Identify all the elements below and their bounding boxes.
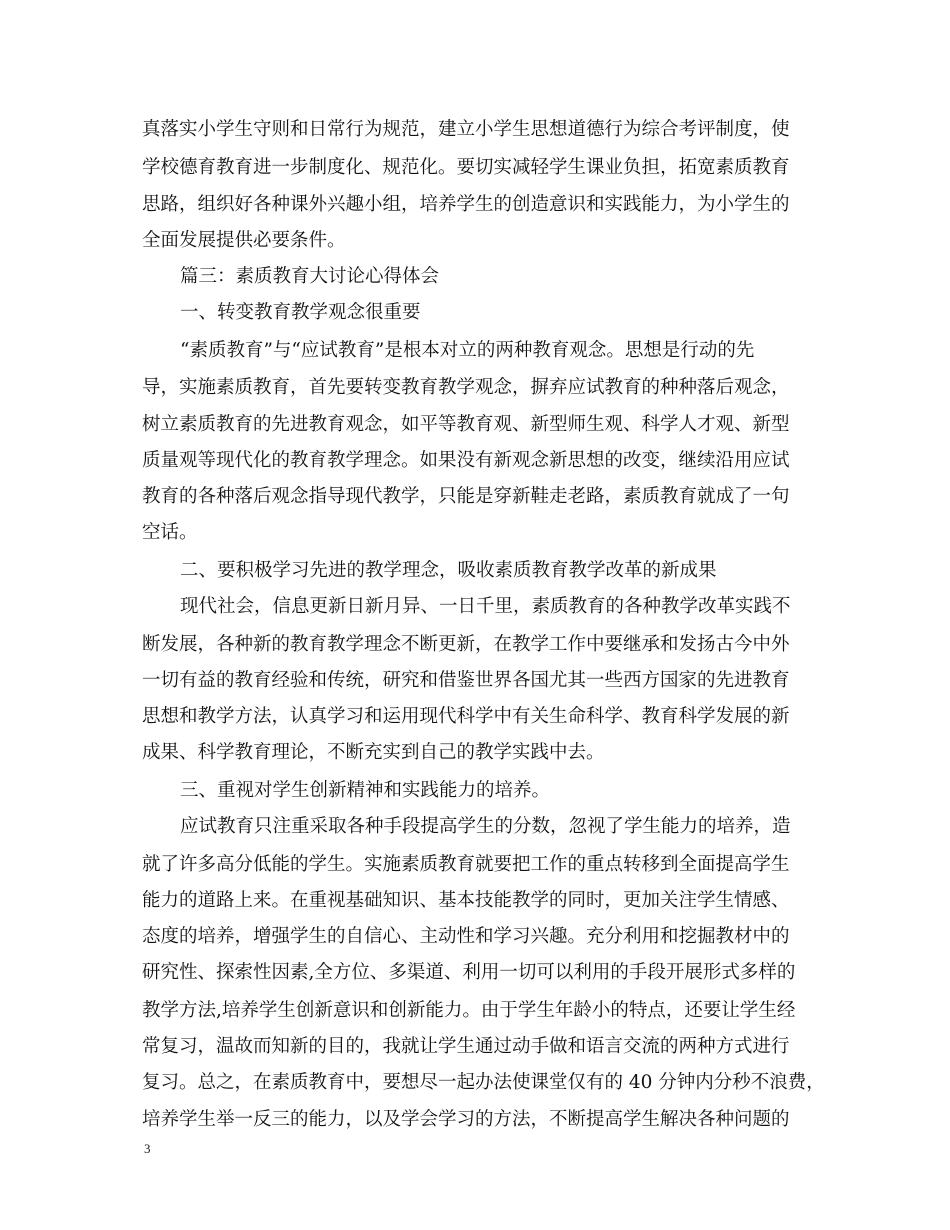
section-heading: 三、重视对学生创新精神和实践能力的培养。 [180,780,551,801]
body-text-line: 教学方法,培养学生创新意识和创新能力。由于学生年龄小的特点，还要让学生经 [142,1000,796,1021]
body-text-line: 质量观等现代化的教育教学理念。如果没有新观念新思想的改变，继续沿用应试 [142,450,790,471]
body-text-line: 思路，组织好各种课外兴趣小组，培养学生的创造意识和实践能力，为小学生的 [142,194,790,215]
body-text-line: “素质教育”与“应试教育”是根本对立的两种教育观念。思想是行动的先 [180,340,755,361]
section-heading: 二、要积极学习先进的教学理念，吸收素质教育教学改革的新成果 [180,560,717,581]
body-text-line: 教育的各种落后观念指导现代教学，只能是穿新鞋走老路，素质教育就成了一句 [142,486,790,507]
section-title: 篇三：素质教育大讨论心得体会 [180,266,440,287]
body-text-line: 应试教育只注重采取各种手段提高学生的分数，忽视了学生能力的培养，造 [180,816,791,837]
body-text-line: 培养学生举一反三的能力，以及学会学习的方法，不断提高学生解决各种问题的 [142,1109,790,1130]
body-text-line: 复习。总之，在素质教育中，要想尽一起办法使课堂仅有的 40 分钟内分秒不浪费， [142,1072,825,1093]
body-text-line: 真落实小学生守则和日常行为规范，建立小学生思想道德行为综合考评制度，使 [142,119,790,140]
body-text-line: 常复习，温故而知新的目的，我就让学生通过动手做和语言交流的两种方式进行 [142,1036,790,1057]
body-text-line: 一切有益的教育经验和传统，研究和借鉴世界各国尤其一些西方国家的先进教育 [142,670,790,691]
body-text-line: 空话。 [142,522,198,543]
body-text-line: 学校德育教育进一步制度化、规范化。要切实减轻学生课业负担，拓宽素质教育 [142,157,790,178]
section-heading: 一、转变教育教学观念很重要 [180,302,421,323]
body-text-line: 就了许多高分低能的学生。实施素质教育就要把工作的重点转移到全面提高学生 [142,854,790,875]
body-text-line: 研究性、探索性因素,全方位、多渠道、利用一切可以利用的手段开展形式多样的 [142,962,796,983]
body-text-line: 能力的道路上来。在重视基础知识、基本技能教学的同时，更加关注学生情感、 [142,890,790,911]
body-text-line: 现代社会，信息更新日新月异、一日千里，素质教育的各种教学改革实践不 [180,596,791,617]
body-text-line: 树立素质教育的先进教育观念，如平等教育观、新型师生观、科学人才观、新型 [142,414,790,435]
body-text-line: 全面发展提供必要条件。 [142,230,346,251]
body-text-line: 成果、科学教育理论，不断充实到自己的教学实践中去。 [142,742,605,763]
body-text-line: 思想和教学方法，认真学习和运用现代科学中有关生命科学、教育科学发展的新 [142,706,790,727]
body-text-line: 断发展，各种新的教育教学理念不断更新，在教学工作中要继承和发扬古今中外 [142,634,790,655]
body-text-line: 态度的培养，增强学生的自信心、主动性和学习兴趣。充分利用和挖掘教材中的 [142,926,790,947]
page-number: 3 [144,1141,151,1156]
body-text-line: 导，实施素质教育，首先要转变教育教学观念，摒弃应试教育的种种落后观念， [142,377,790,398]
